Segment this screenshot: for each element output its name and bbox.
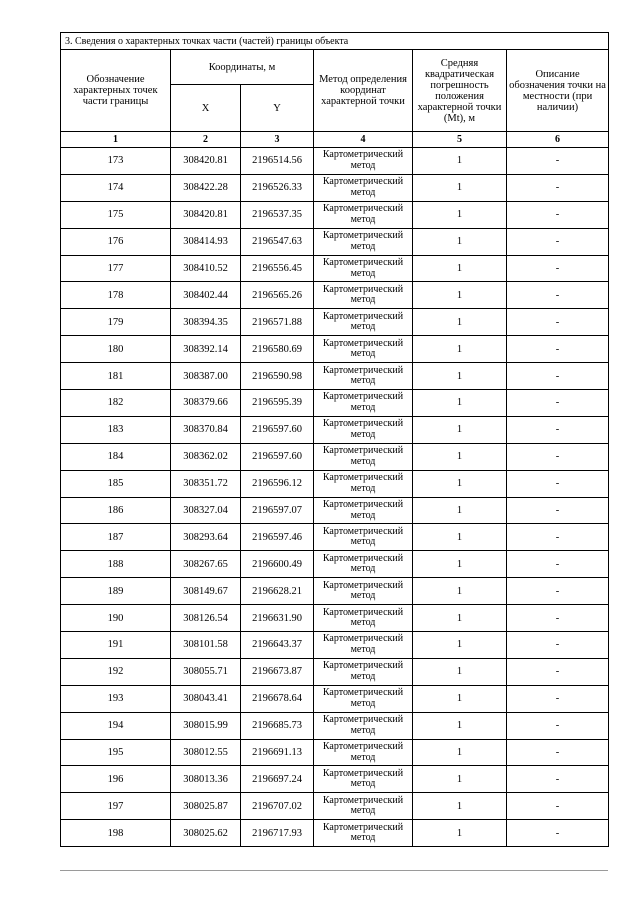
method-cell xyxy=(314,524,413,551)
point-designation-cell: 182 xyxy=(61,390,171,417)
error-cell: 1 xyxy=(413,390,507,417)
error-cell: 1 xyxy=(413,443,507,470)
point-designation-cell: 181 xyxy=(61,363,171,390)
point-designation-cell: 186 xyxy=(61,497,171,524)
x-coordinate-cell: 308379.66 xyxy=(171,390,241,417)
column-number: 5 xyxy=(413,132,507,148)
header-coordinates: Координаты, м xyxy=(171,50,314,85)
method-text: Картометрический метод xyxy=(322,418,404,440)
method-text: Картометрический метод xyxy=(322,633,404,655)
point-designation-cell: 187 xyxy=(61,524,171,551)
description-cell: - xyxy=(507,632,609,659)
description-cell: - xyxy=(507,793,609,820)
x-coordinate-cell: 308392.14 xyxy=(171,336,241,363)
method-text: Картометрический метод xyxy=(322,364,404,387)
method-cell xyxy=(314,820,413,847)
method-cell xyxy=(314,632,413,659)
point-designation-cell: 198 xyxy=(61,820,171,847)
error-cell: 1 xyxy=(413,228,507,255)
y-coordinate-cell: 2196628.21 xyxy=(241,578,314,605)
point-designation-cell: 194 xyxy=(61,712,171,739)
point-designation-cell: 175 xyxy=(61,201,171,228)
y-coordinate-cell: 2196556.45 xyxy=(241,255,314,282)
method-cell xyxy=(314,282,413,309)
table-row xyxy=(61,793,609,820)
method-text: Картометрический метод xyxy=(322,472,404,494)
method-text: Картометрический метод xyxy=(322,741,404,763)
table-row xyxy=(61,470,609,497)
table-row xyxy=(61,390,609,417)
y-coordinate-cell: 2196526.33 xyxy=(241,174,314,201)
y-coordinate-cell: 2196537.35 xyxy=(241,201,314,228)
method-text: Картометрический метод xyxy=(322,149,404,171)
method-cell xyxy=(314,336,413,363)
column-number: 3 xyxy=(241,132,314,148)
error-cell: 1 xyxy=(413,712,507,739)
method-text: Картометрический метод xyxy=(322,176,404,198)
method-text: Картометрический метод xyxy=(322,579,404,602)
description-cell: - xyxy=(507,578,609,605)
error-cell: 1 xyxy=(413,685,507,712)
y-coordinate-cell: 2196685.73 xyxy=(241,712,314,739)
y-coordinate-cell: 2196571.88 xyxy=(241,309,314,336)
x-coordinate-cell: 308043.41 xyxy=(171,685,241,712)
x-coordinate-cell: 308101.58 xyxy=(171,632,241,659)
error-cell: 1 xyxy=(413,605,507,632)
table-row xyxy=(61,739,609,766)
description-cell: - xyxy=(507,255,609,282)
y-coordinate-cell: 2196596.12 xyxy=(241,470,314,497)
x-coordinate-cell: 308420.81 xyxy=(171,201,241,228)
y-coordinate-cell: 2196597.60 xyxy=(241,416,314,443)
x-coordinate-cell: 308387.00 xyxy=(171,363,241,390)
section-title: 3. Сведения о характерных точках части (частей) границы объекта xyxy=(61,33,609,50)
point-designation-cell: 190 xyxy=(61,605,171,632)
method-cell xyxy=(314,793,413,820)
y-coordinate-cell: 2196673.87 xyxy=(241,658,314,685)
method-cell xyxy=(314,416,413,443)
error-cell: 1 xyxy=(413,282,507,309)
table-row xyxy=(61,148,609,175)
error-cell: 1 xyxy=(413,578,507,605)
method-text: Картометрический метод xyxy=(322,525,404,548)
point-designation-cell: 178 xyxy=(61,282,171,309)
header-designation: Обозначение характерных точек части границы xyxy=(61,50,171,132)
y-coordinate-cell: 2196565.26 xyxy=(241,282,314,309)
description-cell: - xyxy=(507,470,609,497)
description-cell: - xyxy=(507,443,609,470)
description-cell: - xyxy=(507,228,609,255)
table-row xyxy=(61,174,609,201)
y-coordinate-cell: 2196707.02 xyxy=(241,793,314,820)
table-body xyxy=(61,148,609,847)
y-coordinate-cell: 2196678.64 xyxy=(241,685,314,712)
method-cell xyxy=(314,739,413,766)
error-cell: 1 xyxy=(413,739,507,766)
method-text: Картометрический метод xyxy=(322,230,404,252)
x-coordinate-cell: 308015.99 xyxy=(171,712,241,739)
description-cell: - xyxy=(507,201,609,228)
point-designation-cell: 177 xyxy=(61,255,171,282)
method-cell xyxy=(314,497,413,524)
method-cell xyxy=(314,578,413,605)
error-cell: 1 xyxy=(413,793,507,820)
table-row xyxy=(61,685,609,712)
table-row xyxy=(61,201,609,228)
y-coordinate-cell: 2196580.69 xyxy=(241,336,314,363)
method-text: Картометрический метод xyxy=(322,310,404,333)
x-coordinate-cell: 308351.72 xyxy=(171,470,241,497)
error-cell: 1 xyxy=(413,416,507,443)
description-cell: - xyxy=(507,685,609,712)
column-number: 1 xyxy=(61,132,171,148)
description-cell: - xyxy=(507,739,609,766)
y-coordinate-cell: 2196595.39 xyxy=(241,390,314,417)
error-cell: 1 xyxy=(413,255,507,282)
y-coordinate-cell: 2196514.56 xyxy=(241,148,314,175)
header-x: X xyxy=(171,85,241,132)
method-text: Картометрический метод xyxy=(322,714,404,736)
method-text: Картометрический метод xyxy=(322,203,404,225)
method-text: Картометрический метод xyxy=(322,821,404,844)
table-row xyxy=(61,336,609,363)
x-coordinate-cell: 308293.64 xyxy=(171,524,241,551)
x-coordinate-cell: 308420.81 xyxy=(171,148,241,175)
column-number-row xyxy=(61,132,609,148)
error-cell: 1 xyxy=(413,148,507,175)
error-cell: 1 xyxy=(413,363,507,390)
description-cell: - xyxy=(507,336,609,363)
point-designation-cell: 197 xyxy=(61,793,171,820)
table-row xyxy=(61,309,609,336)
method-text: Картометрический метод xyxy=(322,499,404,521)
table-row xyxy=(61,255,609,282)
point-designation-cell: 183 xyxy=(61,416,171,443)
description-cell: - xyxy=(507,820,609,847)
method-text: Картометрический метод xyxy=(322,257,404,279)
x-coordinate-cell: 308370.84 xyxy=(171,416,241,443)
point-designation-cell: 184 xyxy=(61,443,171,470)
x-coordinate-cell: 308414.93 xyxy=(171,228,241,255)
x-coordinate-cell: 308327.04 xyxy=(171,497,241,524)
x-coordinate-cell: 308126.54 xyxy=(171,605,241,632)
method-cell xyxy=(314,228,413,255)
method-text: Картометрический метод xyxy=(322,283,404,306)
error-cell: 1 xyxy=(413,201,507,228)
method-cell xyxy=(314,443,413,470)
header-method: Метод определения координат характерной точки xyxy=(314,50,413,132)
x-coordinate-cell: 308394.35 xyxy=(171,309,241,336)
point-designation-cell: 174 xyxy=(61,174,171,201)
point-designation-cell: 179 xyxy=(61,309,171,336)
description-cell: - xyxy=(507,766,609,793)
table-row xyxy=(61,820,609,847)
section-title-row xyxy=(61,33,609,50)
method-cell xyxy=(314,255,413,282)
error-cell: 1 xyxy=(413,470,507,497)
method-text: Картометрический метод xyxy=(322,337,404,360)
error-cell: 1 xyxy=(413,309,507,336)
method-cell xyxy=(314,470,413,497)
method-text: Картометрический метод xyxy=(322,606,404,629)
table-row xyxy=(61,605,609,632)
table-row xyxy=(61,497,609,524)
table-row xyxy=(61,551,609,578)
x-coordinate-cell: 308362.02 xyxy=(171,443,241,470)
description-cell: - xyxy=(507,174,609,201)
header-description: Описание обозначения точки на местности (при наличии) xyxy=(507,50,609,132)
column-number: 2 xyxy=(171,132,241,148)
boundary-points-table xyxy=(60,32,609,847)
point-designation-cell: 188 xyxy=(61,551,171,578)
method-text: Картометрический метод xyxy=(322,391,404,413)
y-coordinate-cell: 2196691.13 xyxy=(241,739,314,766)
table-row xyxy=(61,416,609,443)
method-text: Картометрический метод xyxy=(322,767,404,790)
method-text: Картометрический метод xyxy=(322,445,404,467)
description-cell: - xyxy=(507,148,609,175)
point-designation-cell: 173 xyxy=(61,148,171,175)
description-cell: - xyxy=(507,416,609,443)
description-cell: - xyxy=(507,309,609,336)
method-text: Картометрический метод xyxy=(322,794,404,817)
point-designation-cell: 176 xyxy=(61,228,171,255)
header-row-1 xyxy=(61,50,609,85)
y-coordinate-cell: 2196717.93 xyxy=(241,820,314,847)
table-row xyxy=(61,524,609,551)
document-page xyxy=(60,32,608,847)
point-designation-cell: 189 xyxy=(61,578,171,605)
point-designation-cell: 193 xyxy=(61,685,171,712)
description-cell: - xyxy=(507,282,609,309)
method-cell xyxy=(314,712,413,739)
method-cell xyxy=(314,174,413,201)
method-cell xyxy=(314,390,413,417)
point-designation-cell: 185 xyxy=(61,470,171,497)
method-cell xyxy=(314,309,413,336)
table-row xyxy=(61,658,609,685)
point-designation-cell: 191 xyxy=(61,632,171,659)
y-coordinate-cell: 2196597.46 xyxy=(241,524,314,551)
y-coordinate-cell: 2196547.63 xyxy=(241,228,314,255)
y-coordinate-cell: 2196631.90 xyxy=(241,605,314,632)
x-coordinate-cell: 308012.55 xyxy=(171,739,241,766)
method-cell xyxy=(314,658,413,685)
table-row xyxy=(61,282,609,309)
description-cell: - xyxy=(507,605,609,632)
method-text: Картометрический метод xyxy=(322,552,404,575)
method-cell xyxy=(314,766,413,793)
method-cell xyxy=(314,551,413,578)
x-coordinate-cell: 308402.44 xyxy=(171,282,241,309)
description-cell: - xyxy=(507,551,609,578)
x-coordinate-cell: 308267.65 xyxy=(171,551,241,578)
method-cell xyxy=(314,148,413,175)
x-coordinate-cell: 308149.67 xyxy=(171,578,241,605)
description-cell: - xyxy=(507,497,609,524)
table-row xyxy=(61,443,609,470)
table-row xyxy=(61,766,609,793)
error-cell: 1 xyxy=(413,551,507,578)
error-cell: 1 xyxy=(413,497,507,524)
header-error: Средняя квадратическая погрешность положения характерной точки (Mt), м xyxy=(413,50,507,132)
method-cell xyxy=(314,685,413,712)
y-coordinate-cell: 2196597.60 xyxy=(241,443,314,470)
error-cell: 1 xyxy=(413,174,507,201)
description-cell: - xyxy=(507,363,609,390)
error-cell: 1 xyxy=(413,632,507,659)
y-coordinate-cell: 2196590.98 xyxy=(241,363,314,390)
x-coordinate-cell: 308422.28 xyxy=(171,174,241,201)
description-cell: - xyxy=(507,390,609,417)
error-cell: 1 xyxy=(413,658,507,685)
table-row xyxy=(61,712,609,739)
table-row xyxy=(61,578,609,605)
method-cell xyxy=(314,605,413,632)
description-cell: - xyxy=(507,712,609,739)
y-coordinate-cell: 2196597.07 xyxy=(241,497,314,524)
error-cell: 1 xyxy=(413,524,507,551)
header-y: Y xyxy=(241,85,314,132)
x-coordinate-cell: 308410.52 xyxy=(171,255,241,282)
description-cell: - xyxy=(507,658,609,685)
method-text: Картометрический метод xyxy=(322,660,404,682)
table-row xyxy=(61,632,609,659)
method-text: Картометрический метод xyxy=(322,687,404,709)
method-cell xyxy=(314,201,413,228)
table-row xyxy=(61,363,609,390)
description-cell: - xyxy=(507,524,609,551)
point-designation-cell: 192 xyxy=(61,658,171,685)
point-designation-cell: 195 xyxy=(61,739,171,766)
method-cell xyxy=(314,363,413,390)
error-cell: 1 xyxy=(413,820,507,847)
y-coordinate-cell: 2196600.49 xyxy=(241,551,314,578)
point-designation-cell: 196 xyxy=(61,766,171,793)
error-cell: 1 xyxy=(413,766,507,793)
x-coordinate-cell: 308025.62 xyxy=(171,820,241,847)
table-row xyxy=(61,228,609,255)
footer-divider xyxy=(60,870,608,871)
y-coordinate-cell: 2196697.24 xyxy=(241,766,314,793)
point-designation-cell: 180 xyxy=(61,336,171,363)
x-coordinate-cell: 308013.36 xyxy=(171,766,241,793)
column-number: 6 xyxy=(507,132,609,148)
x-coordinate-cell: 308055.71 xyxy=(171,658,241,685)
y-coordinate-cell: 2196643.37 xyxy=(241,632,314,659)
error-cell: 1 xyxy=(413,336,507,363)
x-coordinate-cell: 308025.87 xyxy=(171,793,241,820)
column-number: 4 xyxy=(314,132,413,148)
